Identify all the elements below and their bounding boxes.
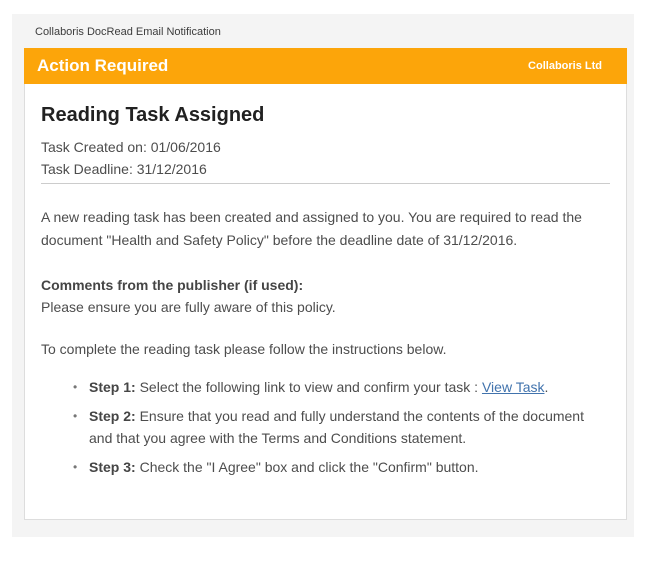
brand-label: Collaboris Ltd	[528, 60, 602, 72]
step-3-text: Check the "I Agree" box and click the "Confirm" button.	[139, 459, 479, 475]
task-created-line: Task Created on: 01/06/2016	[41, 139, 221, 155]
step-1-period: .	[544, 379, 549, 395]
step-2-label: Step 2:	[89, 408, 136, 424]
email-heading: Reading Task Assigned	[41, 104, 265, 126]
intro-paragraph: A new reading task has been created and assigned to you. You are required to read the document "Health and Safety Policy" before the deadline date of 31/12/2016.	[41, 209, 582, 248]
comments-text: Please ensure you are fully aware of this policy.	[41, 299, 336, 315]
step-item-2	[89, 405, 594, 449]
step-item-1	[89, 376, 594, 398]
step-1-text: Select the following link to view and confirm your task :	[139, 379, 479, 395]
step-1-label: Step 1:	[89, 379, 136, 395]
banner-title: Action Required	[37, 56, 169, 75]
step-3-label: Step 3:	[89, 459, 136, 475]
comments-label: Comments from the publisher (if used):	[41, 277, 304, 293]
step-item-3	[89, 456, 594, 478]
email-preheader-label: Collaboris DocRead Email Notification	[35, 26, 221, 38]
view-task-link[interactable]: View Task	[481, 379, 545, 395]
email-background	[12, 14, 634, 537]
email-body-panel	[24, 84, 627, 520]
divider	[41, 183, 610, 184]
action-required-banner	[24, 48, 627, 84]
step-2-text: Ensure that you read and fully understand the contents of the document and that you agree with the Terms and Conditions statement.	[89, 408, 584, 446]
email-container	[24, 48, 627, 520]
instructions-intro: To complete the reading task please follow the instructions below.	[41, 341, 447, 357]
task-deadline-line: Task Deadline: 31/12/2016	[41, 161, 207, 177]
steps-list	[41, 376, 610, 478]
